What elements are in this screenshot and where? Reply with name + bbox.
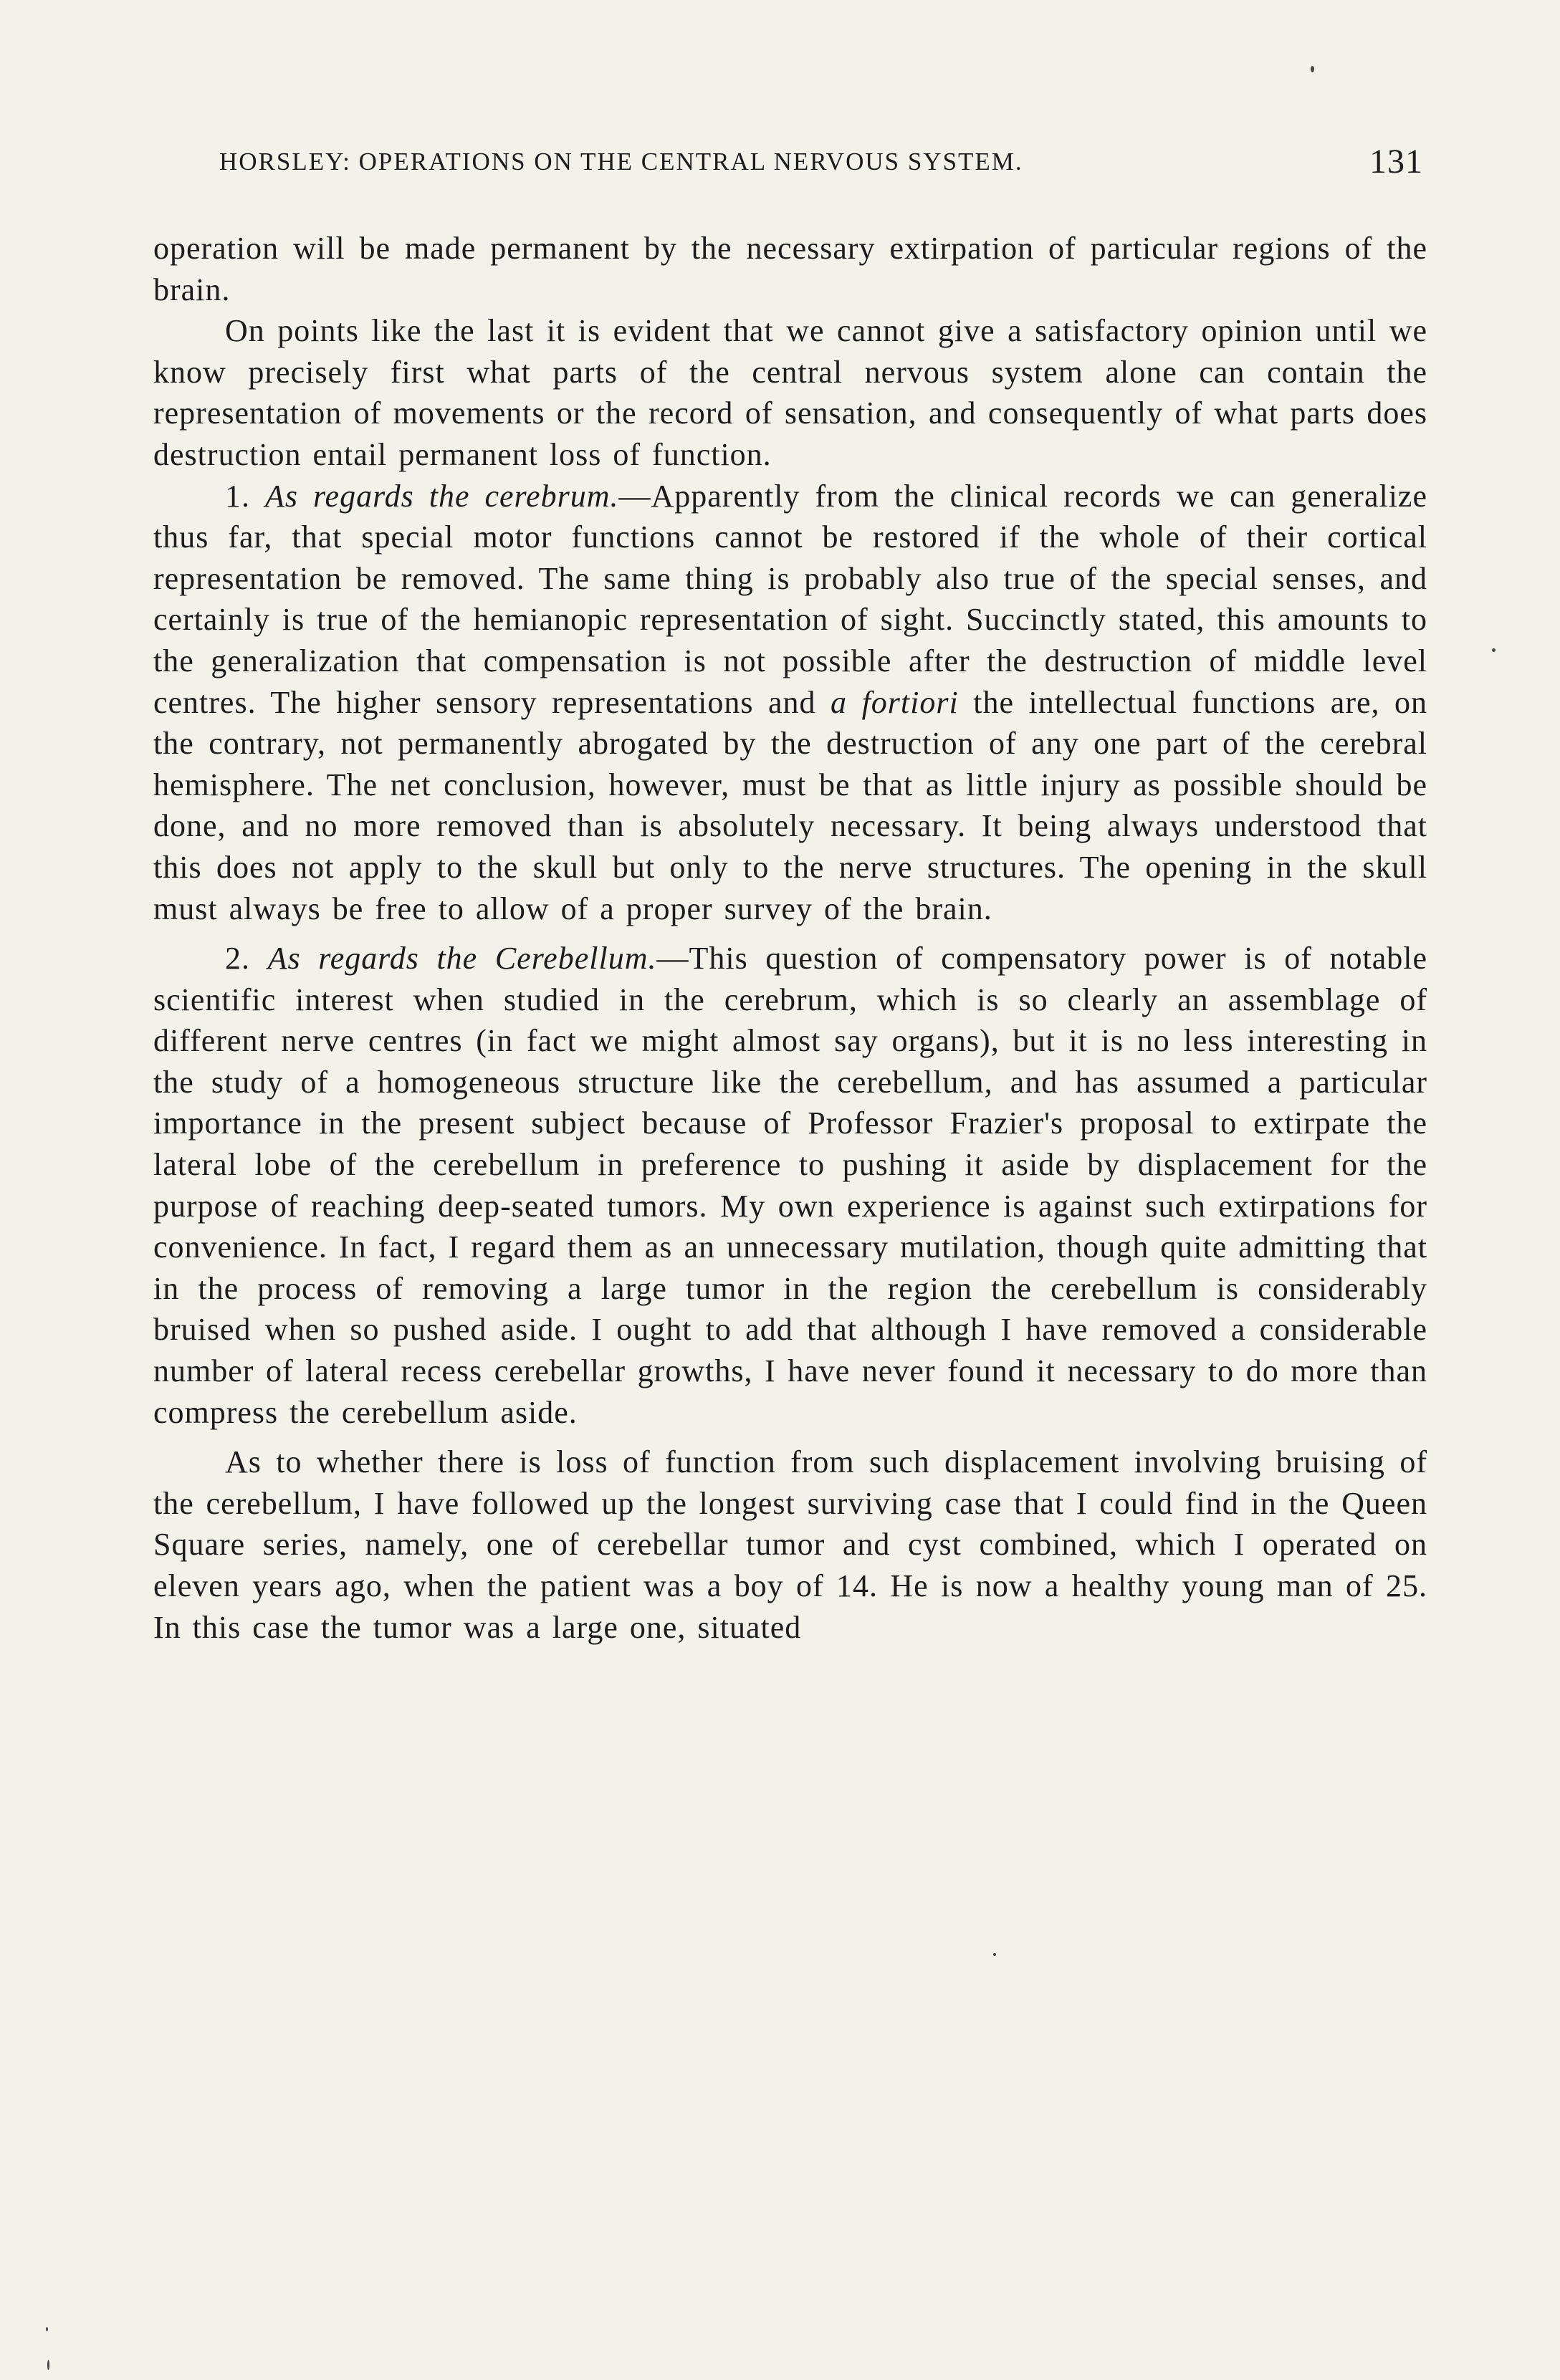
scan-speck [46,2327,48,2331]
scan-speck [1492,648,1496,652]
paragraph-cerebrum-text-b: the intellectual functions are, on the contrary, not permanently abrogated by the destruction of any one part of the cerebral hemisphere. The net conclusion, however, must be that as little injury as possible should be done, and no more removed than is absolutely necessary. It being always understood that this does not apply to the skull but only to the nerve structures. The opening in the skull must always be free to allow of a proper survey of the brain. [153,684,1428,926]
section-heading-cerebrum: As regards the cerebrum. [265,478,619,514]
paragraph-cerebrum [153,476,1427,930]
page-number: 131 [1369,143,1423,181]
paragraph-cerebellum-text: —This question of compensatory power is of notable scientific interest when studied in the cerebrum, which is so clearly an assemblage of different nerve centres (in fact we might almost say organs), but it is no less interesting in the study of a homogeneous structure like the cerebellum, and has assumed a particular importance in the present subject because of Professor Frazier's proposal to extirpate the lateral lobe of the cerebellum in preference to pushing it aside by displacement for the purpose of reaching deep-seated tumors. My own experience is against such extirpations for convenience. In fact, I regard them as an unnecessary mutilation, though quite admitting that in the process of removing a large tumor in the region the cerebellum is considerably bruised when so pushed aside. I ought to add that although I have removed a considerable number of lateral recess cerebellar growths, I have never found it necessary to do more than compress the cerebellum aside. [153,941,1427,1430]
running-title: HORSLEY: OPERATIONS ON THE CENTRAL NERVOUS SYSTEM. [219,148,1023,176]
section-number-2: 2. [225,941,250,977]
scan-speck [47,2360,49,2370]
body-text [153,228,1427,1648]
paragraph-cerebellum [153,938,1427,1433]
paragraph-cerebrum-text-a: —Apparently from the clinical records we can generalize thus far, that special motor functions cannot be restored if the whole of their cortical representation be removed. The same thing is probably also true of the special senses, and certainly is true of the hemianopic representation of sight. Succinctly stated, this amounts to the generalization that compensation is not possible after the destruction of middle level centres. The higher sensory representations and [153,478,1427,720]
paragraph-points: On points like the last it is evident that we cannot give a satisfactory opinion until we know precisely first what parts of the central nervous system alone can contain the representation of movements or the record of sensation, and consequently of what parts does destruction entail permanent loss of function. [153,313,1427,472]
paragraph-displacement: As to whether there is loss of function from such displacement involving bruising of the cerebellum, I have followed up the longest surviving case that I could find in the Queen Square series, namely, one of cerebellar tumor and cyst combined, which I operated on eleven years ago, when the patient was a boy of 14. He is now a healthy young man of 25. In this case the tumor was a large one, situated [153,1444,1427,1645]
paragraph-continued: operation will be made permanent by the necessary extirpation of particular regions of the brain. [153,231,1427,307]
scan-speck [1311,66,1314,72]
section-heading-cerebellum: As regards the Cerebellum. [267,941,657,977]
emphasis-a-fortiori: a fortiori [831,684,959,720]
section-number-1: 1. [225,478,250,514]
page-header [219,142,1423,185]
scan-speck [993,1953,996,1956]
